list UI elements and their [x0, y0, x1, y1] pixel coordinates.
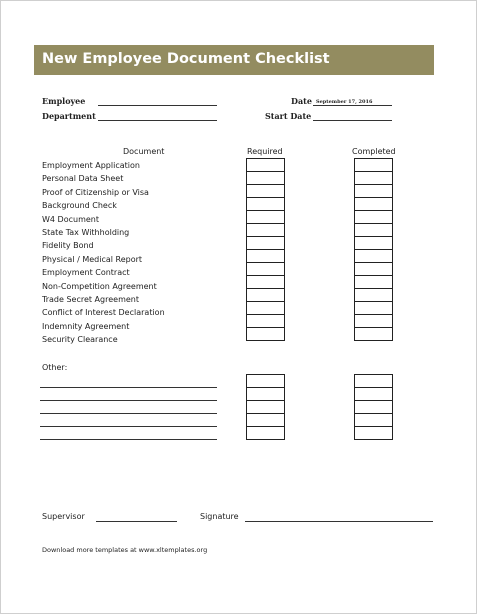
other-field[interactable]	[40, 413, 217, 414]
completed-checkbox[interactable]	[355, 427, 393, 440]
department-label: Department	[42, 111, 96, 121]
signature-label: Signature	[200, 512, 239, 521]
list-item: Non-Competition Agreement	[42, 281, 157, 291]
completed-checkbox[interactable]	[355, 388, 393, 401]
required-checkbox-grid	[246, 158, 285, 341]
date-value: September 17, 2016	[316, 99, 373, 105]
list-item: Fidelity Bond	[42, 241, 94, 251]
completed-checkbox[interactable]	[355, 302, 393, 315]
date-field[interactable]	[313, 105, 392, 106]
employee-label: Employee	[42, 96, 86, 106]
list-item: Proof of Citizenship or Visa	[42, 187, 149, 197]
completed-checkbox[interactable]	[355, 198, 393, 211]
completed-checkbox[interactable]	[355, 237, 393, 250]
completed-checkbox[interactable]	[355, 315, 393, 328]
required-checkbox[interactable]	[247, 401, 285, 414]
list-item: W4 Document	[42, 214, 99, 224]
list-item: Security Clearance	[42, 335, 118, 345]
required-checkbox[interactable]	[247, 289, 285, 302]
other-field[interactable]	[40, 439, 217, 440]
required-checkbox[interactable]	[247, 198, 285, 211]
document-column-header: Document	[123, 147, 165, 156]
completed-checkbox[interactable]	[355, 263, 393, 276]
other-required-checkbox-grid	[246, 374, 285, 440]
other-completed-checkbox-grid	[354, 374, 393, 440]
required-checkbox[interactable]	[247, 414, 285, 427]
other-field[interactable]	[40, 387, 217, 388]
footer-text: Download more templates at www.xltemplates.org	[42, 546, 208, 554]
completed-checkbox[interactable]	[355, 401, 393, 414]
required-checkbox[interactable]	[247, 388, 285, 401]
required-checkbox[interactable]	[247, 185, 285, 198]
completed-checkbox[interactable]	[355, 224, 393, 237]
date-label: Date	[291, 96, 312, 106]
required-checkbox[interactable]	[247, 328, 285, 341]
list-item: Indemnity Agreement	[42, 321, 130, 331]
required-checkbox[interactable]	[247, 302, 285, 315]
supervisor-field[interactable]	[96, 521, 177, 522]
required-checkbox[interactable]	[247, 427, 285, 440]
completed-checkbox[interactable]	[355, 159, 393, 172]
required-checkbox[interactable]	[247, 315, 285, 328]
completed-checkbox[interactable]	[355, 328, 393, 341]
list-item: State Tax Withholding	[42, 228, 130, 237]
required-checkbox[interactable]	[247, 211, 285, 224]
completed-checkbox[interactable]	[355, 276, 393, 289]
required-checkbox[interactable]	[247, 263, 285, 276]
other-field[interactable]	[40, 426, 217, 427]
required-checkbox[interactable]	[247, 172, 285, 185]
required-checkbox[interactable]	[247, 159, 285, 172]
list-item: Conflict of Interest Declaration	[42, 308, 165, 318]
list-item: Personal Data Sheet	[42, 174, 124, 184]
supervisor-label: Supervisor	[42, 512, 85, 521]
completed-checkbox[interactable]	[355, 185, 393, 198]
required-column-header: Required	[247, 147, 283, 156]
list-item: Employment Application	[42, 161, 140, 170]
list-item: Background Check	[42, 201, 117, 211]
required-checkbox[interactable]	[247, 276, 285, 289]
list-item: Trade Secret Agreement	[42, 295, 139, 304]
page-title: New Employee Document Checklist	[42, 51, 330, 67]
required-checkbox[interactable]	[247, 375, 285, 388]
required-checkbox[interactable]	[247, 250, 285, 263]
employee-field[interactable]	[98, 105, 217, 106]
department-field[interactable]	[98, 120, 217, 121]
completed-checkbox[interactable]	[355, 250, 393, 263]
signature-field[interactable]	[245, 521, 433, 522]
required-checkbox[interactable]	[247, 224, 285, 237]
completed-checkbox[interactable]	[355, 289, 393, 302]
completed-checkbox[interactable]	[355, 172, 393, 185]
completed-checkbox-grid	[354, 158, 393, 341]
start-date-field[interactable]	[313, 120, 392, 121]
completed-checkbox[interactable]	[355, 375, 393, 388]
start-date-label: Start Date	[265, 111, 312, 121]
completed-checkbox[interactable]	[355, 414, 393, 427]
other-label: Other:	[42, 363, 68, 372]
completed-column-header: Completed	[352, 147, 396, 156]
list-item: Physical / Medical Report	[42, 254, 143, 264]
list-item: Employment Contract	[42, 268, 130, 278]
other-field[interactable]	[40, 400, 217, 401]
title-banner	[34, 45, 434, 75]
required-checkbox[interactable]	[247, 237, 285, 250]
completed-checkbox[interactable]	[355, 211, 393, 224]
